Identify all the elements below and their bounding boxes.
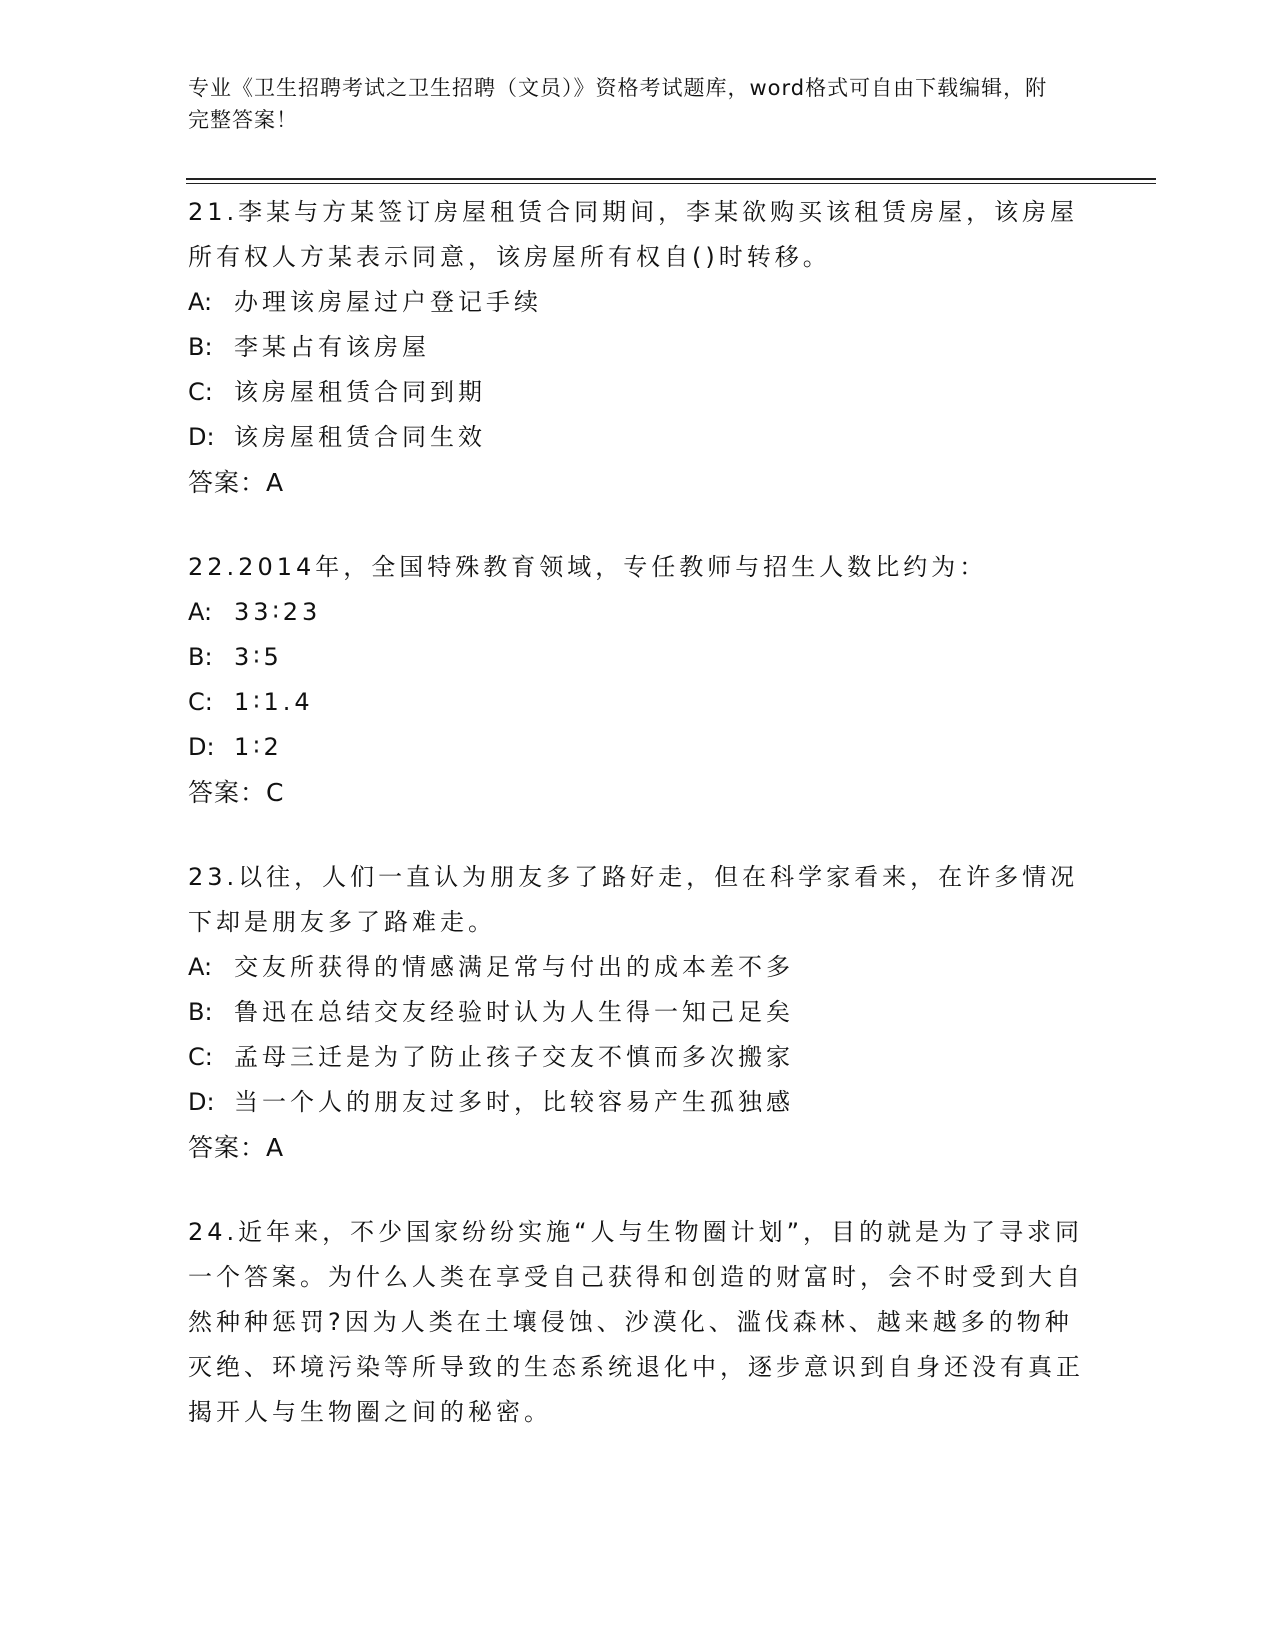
option-b [188,635,1088,680]
option-text: 办理该房屋过户登记手续 [234,288,542,316]
option-text: 33∶23 [234,598,322,626]
option-letter: B: [188,333,213,361]
option-letter: A: [188,598,213,626]
question-22 [188,545,1088,815]
option-b [188,325,1088,370]
option-letter: C: [188,378,213,406]
option-c [188,1035,1088,1080]
option-text: 3∶5 [234,643,283,671]
option-d [188,415,1088,460]
question-24 [188,1210,1088,1435]
answer-label: 答案：A [188,468,285,497]
option-text: 鲁迅在总结交友经验时认为人生得一知己足矣 [234,998,794,1026]
option-letter: A: [188,288,213,316]
option-letter: C: [188,1043,213,1071]
option-text: 交友所获得的情感满足常与付出的成本差不多 [234,953,794,981]
option-b [188,990,1088,1035]
question-stem: 21.李某与方某签订房屋租赁合同期间，李某欲购买该租赁房屋，该房屋所有权人方某表示同意，该房屋所有权自()时转移。 [188,198,1079,271]
option-a [188,945,1088,990]
question-list [188,190,1088,1475]
option-letter: A: [188,953,213,981]
option-letter: C: [188,688,213,716]
option-letter: B: [188,998,213,1026]
option-a [188,280,1088,325]
question-stem: 23.以往，人们一直认为朋友多了路好走，但在科学家看来，在许多情况下却是朋友多了路难走。 [188,863,1079,936]
option-c [188,680,1088,725]
option-d [188,1080,1088,1125]
option-text: 该房屋租赁合同到期 [234,378,486,406]
header-divider-thin [186,183,1156,184]
header-text: 专业《卫生招聘考试之卫生招聘（文员）》资格考试题库，word格式可自由下载编辑，附完整答案！ [188,76,1048,132]
header-divider-thick [186,178,1156,180]
question-21 [188,190,1088,505]
option-letter: D: [188,733,215,761]
option-letter: D: [188,423,215,451]
option-a [188,590,1088,635]
question-stem: 22.2014年，全国特殊教育领域，专任教师与招生人数比约为： [188,553,988,581]
option-letter: B: [188,643,213,671]
option-c [188,370,1088,415]
option-d [188,725,1088,770]
question-23 [188,855,1088,1170]
answer-label: 答案：A [188,1133,285,1162]
answer-label: 答案：C [188,778,285,807]
option-text: 李某占有该房屋 [234,333,430,361]
option-text: 孟母三迁是为了防止孩子交友不慎而多次搬家 [234,1043,794,1071]
option-text: 1∶2 [234,733,283,761]
option-text: 该房屋租赁合同生效 [234,423,486,451]
option-text: 1∶1.4 [234,688,314,716]
option-letter: D: [188,1088,215,1116]
document-header [188,72,1068,136]
option-text: 当一个人的朋友过多时，比较容易产生孤独感 [234,1088,794,1116]
question-stem: 24.近年来，不少国家纷纷实施“人与生物圈计划”，目的就是为了寻求同一个答案。为什么人类在享受自己获得和创造的财富时，会不时受到大自然种种惩罚?因为人类在土壤侵蚀、沙漠化、滥伐森林、越来越多的物种灭绝、环境污染等所导致的生态系统退化中，逐步意识到自身还没有真正揭开人与生物圈之间的秘密。 [188,1218,1084,1426]
